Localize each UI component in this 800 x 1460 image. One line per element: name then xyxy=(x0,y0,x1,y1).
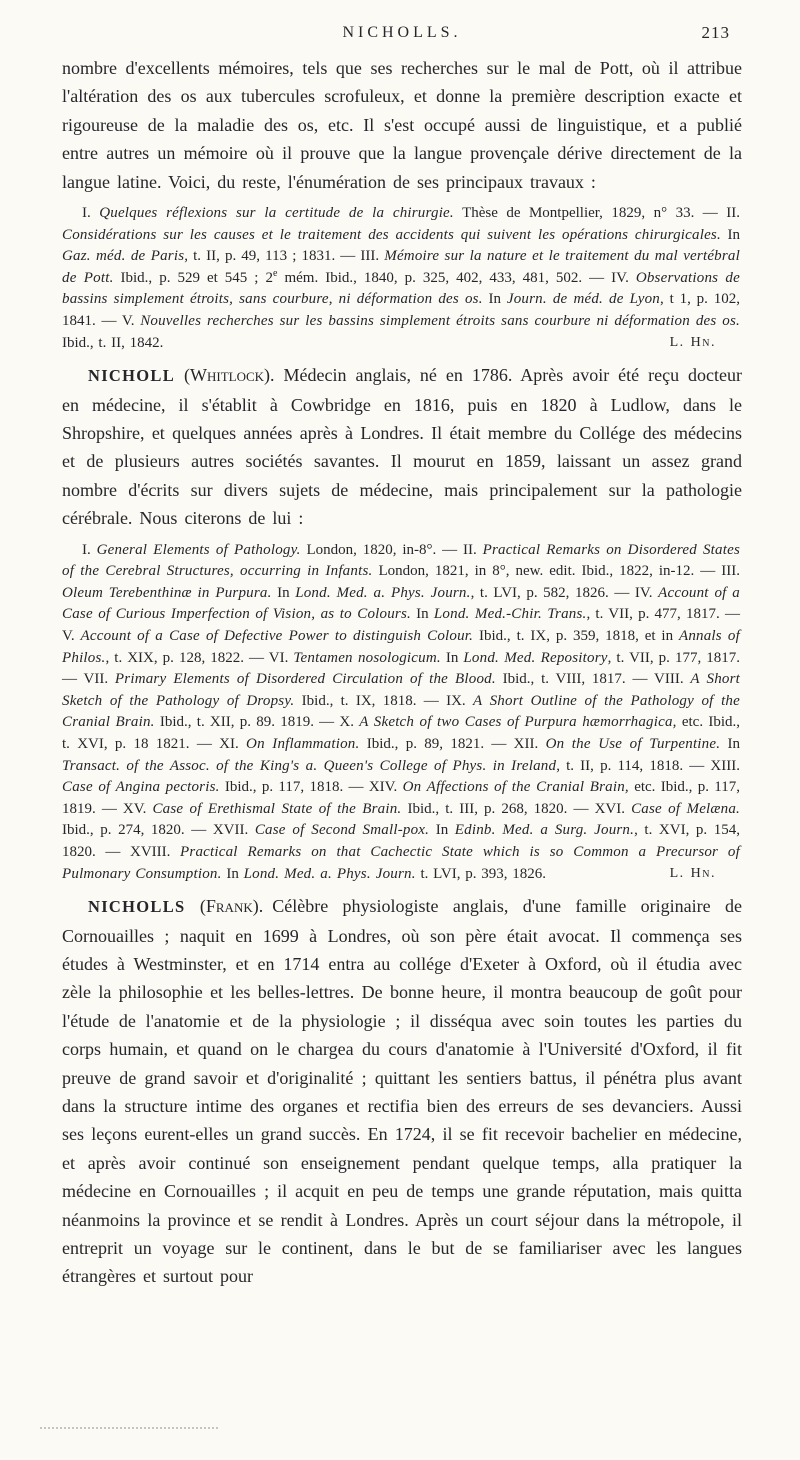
page-number: 213 xyxy=(701,23,730,42)
author-signature: L. Hn. xyxy=(669,865,716,881)
entry-qualifier: (Whitlock). xyxy=(184,365,275,386)
bibliography-list-2 xyxy=(62,540,742,886)
entry-nicholls-frank xyxy=(62,892,742,1291)
entry-qualifier: (Frank). xyxy=(199,896,264,917)
entry-text: Médecin anglais, né en 1786. Après avoir été reçu docteur en médecine, il s'établit à Cowbridge en 1816, puis en 1820 à Ludlow, dans le Shropshire, et quelques années après à Londres. Il était membre du Collége des médecins et de plusieurs autres sociétés savantes. Il mourut en 1859, laissant un assez grand nombre d'écrits sur divers sujets de médecine, mais principalement sur la pathologie cérébrale. Nous citerons de lui : xyxy=(62,365,743,529)
running-head xyxy=(62,24,742,48)
entry-headword: NICHOLLS xyxy=(88,897,186,917)
paragraph-continuation: nombre d'excellents mémoires, tels que ses recherches sur le mal de Pott, où il attribue l'altération des os aux tubercules scrofuleux, et donne la première description exacte et rigoureuse de la maladie des os, etc. Il s'est occupé aussi de linguistique, et a publié entre autres un mémoire où il prouve que la langue provençale dérive directement de la langue latine. Voici, du reste, l'énumération de ses principaux travaux : xyxy=(62,58,742,192)
entry-nicholl-whitlock xyxy=(62,361,742,532)
running-title: NICHOLLS. xyxy=(342,24,462,41)
page-content xyxy=(62,54,742,1291)
author-signature: L. Hn. xyxy=(669,334,716,350)
entry-headword: NICHOLL xyxy=(88,366,176,386)
scan-artifact-dots xyxy=(40,1427,218,1429)
entry-text: Célèbre physiologiste anglais, d'une famille originaire de Cornouailles ; naquit en 1699 à Londres, où son père était avocat. Il commença ses études à Westminster, et en 1714 entra au collége d'Exeter à Oxford, où il étudia avec zèle la philosophie et les belles-lettres. De bonne heure, il montra beaucoup de goût pour l'étude de l'anatomie et de la physiologie ; il disséqua avec soin toutes les parties du corps humain, et quand on le chargea du cours d'anatomie à l'Université d'Oxford, il fit preuve de grand savoir et d'originalité ; quittant les sentiers battus, il pénétra plus avant dans la structure intime des organes et rectifia bien des erreurs de ses devanciers. Aussi ses leçons eurent-elles un grand succès. En 1724, il se fit recevoir bachelier en médecine, et après avoir continué son enseignement pendant quelque temps, alla pratiquer la médecine en Cornouailles ; il acquit en peu de temps une grande réputation, mais quitta néanmoins la province et se rendit à Londres. Après un court séjour dans la métropole, il entreprit un voyage sur le continent, dans le but de se familiariser avec les langues étrangères et surtout pour xyxy=(62,896,742,1287)
bibliography-text: I. General Elements of Pathology. London, 1820, in-8°. — II. Practical Remarks on Disordered States of the Cerebral Structures, occurring in Infants. London, 1821, in 8°, new. edit. Ibid., 1822, in-12. — III. Oleum Terebenthinæ in Purpura. In Lond. Med. a. Phys. Journ., t. LVI, p. 582, 1826. — IV. Account of a Case of Curious Imperfection of Vision, as to Colours. In Lond. Med.-Chir. Trans., t. VII, p. 477, 1817. — V. Account of a Case of Defective Power to distinguish Colour. Ibid., t. IX, p. 359, 1818, et in Annals of Philos., t. XIX, p. 128, 1822. — VI. Tentamen nosologicum. In Lond. Med. Repository, t. VII, p. 177, 1817. — VII. Primary Elements of Disordered Circulation of the Blood. Ibid., t. VIII, 1817. — VIII. A Short Sketch of the Pathology of Dropsy. Ibid., t. IX, 1818. — IX. A Short Outline of the Pathology of the Cranial Brain. Ibid., t. XII, p. 89. 1819. — X. A Sketch of two Cases of Purpura hæmorrhagica, etc. Ibid., t. XVI, p. 18 1821. — XI. On Inflammation. Ibid., p. 89, 1821. — XII. On the Use of Turpentine. In Transact. of the Assoc. of the King's a. Queen's College of Phys. in Ireland, t. II, p. 114, 1818. — XIII. Case of Angina pectoris. Ibid., p. 117, 1818. — XIV. On Affections of the Cranial Brain, etc. Ibid., p. 117, 1819. — XV. Case of Erethismal State of the Brain. Ibid., t. III, p. 268, 1820. — XVI. Case of Melæna. Ibid., p. 274, 1820. — XVII. Case of Second Small-pox. In Edinb. Med. a Surg. Journ., t. XVI, p. 154, 1820. — XVIII. Practical Remarks on that Cachectic State which is so Common a Precursor of Pulmonary Consumption. In Lond. Med. a. Phys. Journ. t. LVI, p. 393, 1826. xyxy=(62,541,741,882)
bibliography-list-1 xyxy=(62,203,742,354)
bibliography-text: I. Quelques réflexions sur la certitude de la chirurgie. Thèse de Montpellier, 1829, n° 33. — II. Considérations sur les causes et le traitement des accidents qui suivent les opérations chirurgicales. In Gaz. méd. de Paris, t. II, p. 49, 113 ; 1831. — III. Mémoire sur la nature et le traitement du mal vertébral de Pott. Ibid., p. 529 et 545 ; 2e mém. Ibid., 1840, p. 325, 402, 433, 481, 502. — IV. Observations de bassins simplement étroits, sans courbure, ni déformation des os. In Journ. de méd. de Lyon, t 1, p. 102, 1841. — V. Nouvelles recherches sur les bassins simplement étroits sans courbure ni déformation des os. Ibid., t. II, 1842. xyxy=(62,205,741,351)
